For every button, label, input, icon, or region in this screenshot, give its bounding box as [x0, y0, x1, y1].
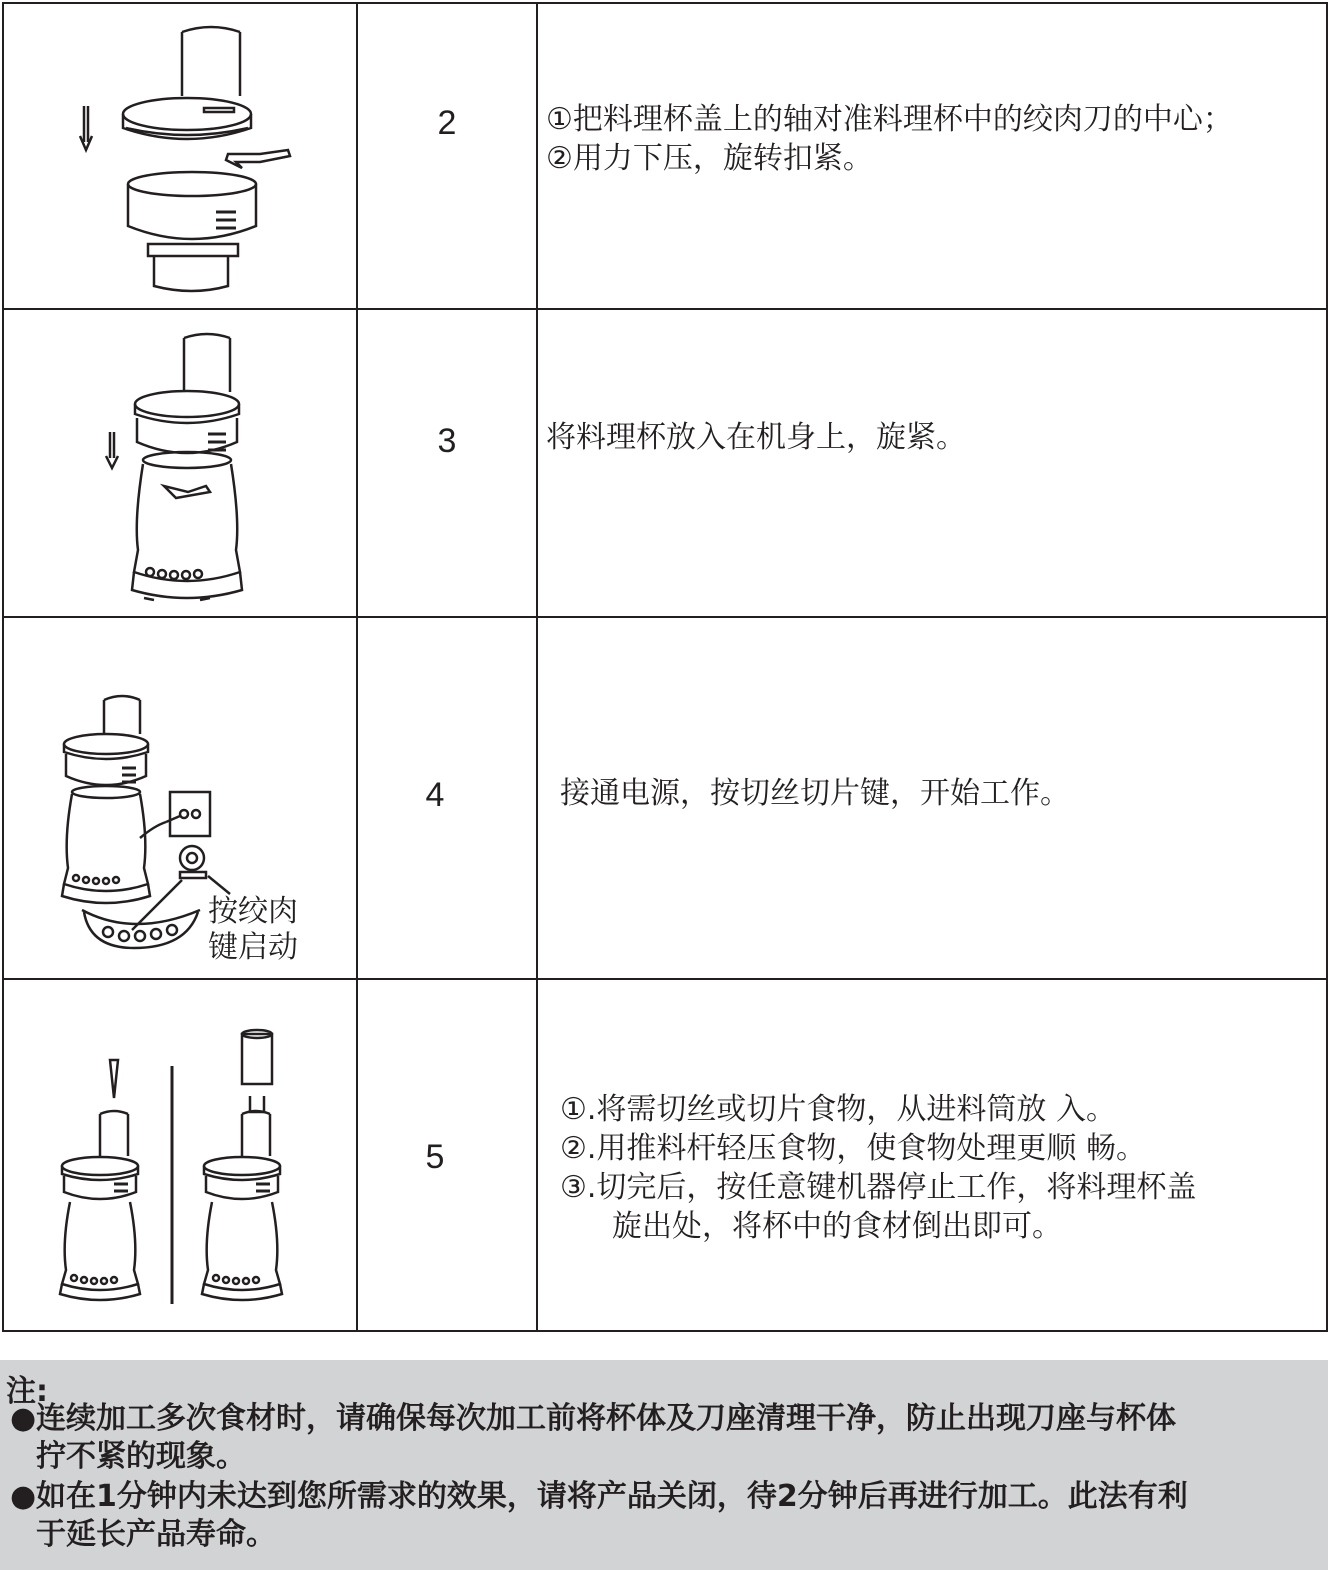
rotate-arrow-icon — [164, 486, 210, 498]
image-caption — [208, 894, 298, 966]
step-instructions — [546, 418, 966, 457]
notes-box — [0, 1360, 1328, 1570]
steps-table — [2, 2, 1328, 1332]
step-number: 3 — [437, 422, 457, 460]
step-number-cell — [357, 3, 537, 309]
caption-line: 按绞肉 — [208, 894, 298, 929]
note-item — [10, 1400, 1176, 1476]
rotate-arrow-icon — [226, 150, 290, 168]
instruction-line: ①.将需切丝或切片食物，从进料筒放 入。 — [560, 1092, 1116, 1127]
step-row — [3, 309, 1327, 617]
notes-title: 注: — [6, 1374, 48, 1409]
instruction-line: 接通电源，按切丝切片键，开始工作。 — [560, 776, 1070, 811]
step-image-cell — [3, 979, 357, 1331]
step-instructions — [546, 100, 1233, 178]
step-row — [3, 617, 1327, 979]
note-line: 如在1分钟内未达到您所需求的效果，请将产品关闭，待2分钟后再进行加工。此法有利 — [36, 1479, 1188, 1514]
caption-line: 键启动 — [208, 930, 298, 965]
bullet-icon: ● — [10, 1479, 37, 1514]
step-number: 2 — [437, 104, 457, 142]
step-text-cell — [537, 309, 1327, 617]
note-line: 拧不紧的现象。 — [36, 1439, 246, 1474]
bowl-onto-base-illustration — [4, 310, 356, 616]
step-number-cell — [357, 979, 537, 1331]
step-number-cell — [357, 617, 537, 979]
step-image-cell — [3, 3, 357, 309]
instruction-line: 将料理杯放入在机身上，旋紧。 — [546, 420, 966, 455]
step-number: 4 — [425, 776, 445, 814]
note-line: 连续加工多次食材时，请确保每次加工前将杯体及刀座清理干净，防止出现刀座与杯体 — [36, 1401, 1176, 1436]
step-row — [3, 3, 1327, 309]
note-item — [10, 1478, 1188, 1554]
step-image-cell — [3, 309, 357, 617]
down-arrow-icon — [106, 432, 118, 468]
down-arrow-icon — [80, 106, 92, 150]
instruction-line: 旋出处，将杯中的食材倒出即可。 — [612, 1209, 1062, 1244]
note-line: 于延长产品寿命。 — [36, 1517, 276, 1552]
step-row — [3, 979, 1327, 1331]
step-instructions — [560, 1090, 1196, 1246]
step-number-cell — [357, 309, 537, 617]
bullet-icon: ● — [10, 1401, 37, 1436]
lid-on-bowl-illustration — [4, 4, 356, 308]
step-number: 5 — [425, 1138, 445, 1176]
instruction-line: ②用力下压，旋转扣紧。 — [546, 141, 873, 176]
feed-and-push-illustration — [4, 980, 356, 1330]
step-text-cell — [537, 979, 1327, 1331]
instruction-line: ②.用推料杆轻压食物，使食物处理更顺 畅。 — [560, 1131, 1146, 1166]
step-text-cell — [537, 617, 1327, 979]
step-instructions — [560, 774, 1070, 813]
step-image-cell — [3, 617, 357, 979]
step-text-cell — [537, 3, 1327, 309]
instruction-line: ③.切完后，按任意键机器停止工作，将料理杯盖 — [560, 1170, 1197, 1205]
plug-in-and-start-illustration — [4, 618, 356, 978]
instruction-line: ①把料理杯盖上的轴对准料理杯中的绞肉刀的中心； — [546, 102, 1233, 137]
